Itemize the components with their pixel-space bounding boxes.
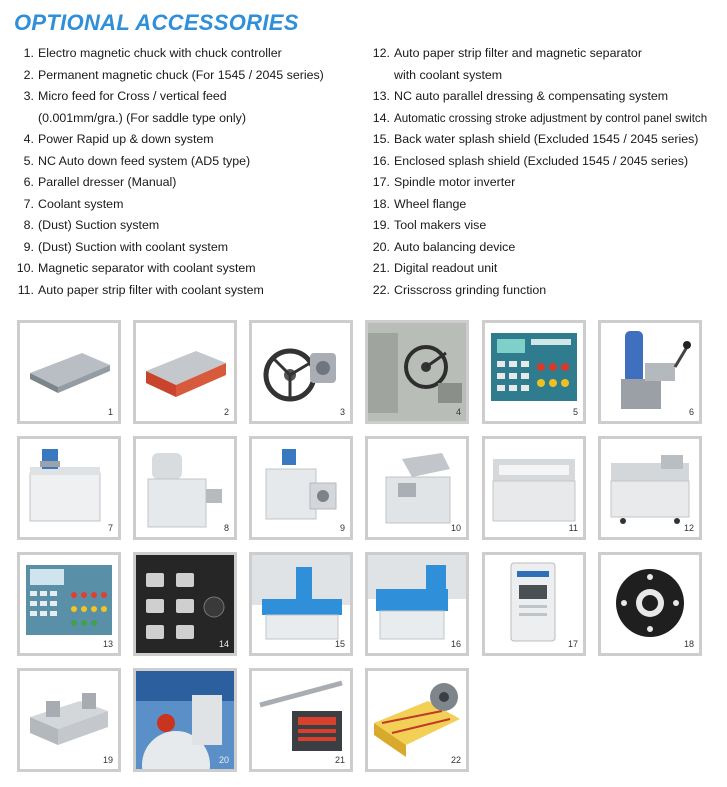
item-text: Magnetic separator with coolant system: [38, 261, 256, 275]
list-item: [14, 237, 359, 259]
item-number: 18.: [372, 196, 390, 211]
list-item: [14, 172, 359, 194]
item-number: 20.: [372, 239, 390, 254]
photo-number: 12: [683, 523, 694, 533]
item-text: (0.001mm/gra.) (For saddle type only): [38, 110, 246, 125]
item-number: 10.: [16, 261, 34, 275]
list-item: [14, 258, 359, 280]
item-number: 21.: [372, 261, 390, 275]
electro-chuck-image: [20, 323, 118, 421]
item-text: Coolant system: [38, 196, 124, 211]
accessory-photo-2: [133, 320, 237, 424]
item-number: 4.: [23, 132, 34, 146]
list-item: [370, 108, 725, 130]
photo-number: 19: [102, 755, 113, 765]
accessory-photo-22: [365, 668, 469, 772]
item-number: 22.: [372, 282, 390, 297]
item-text: with coolant system: [394, 67, 503, 82]
accessory-photo-15: [249, 552, 353, 656]
list-item: [14, 86, 359, 108]
photo-number: 6: [688, 407, 694, 417]
list-item: [14, 280, 359, 302]
list-item: [370, 215, 725, 237]
item-number: 17.: [372, 175, 390, 189]
accessory-photo-18: [598, 552, 702, 656]
list-item: [370, 65, 725, 87]
item-text: Digital readout unit: [394, 261, 498, 275]
list-item: [370, 258, 725, 280]
item-number: 16.: [372, 153, 390, 168]
list-item: [14, 129, 359, 151]
list-item: [370, 129, 725, 151]
accessory-photo-3: [249, 320, 353, 424]
item-text: NC auto parallel dressing & compensating system: [394, 89, 669, 103]
list-item: [14, 151, 359, 173]
photo-number: 20: [218, 755, 229, 765]
accessory-list-left: [14, 43, 359, 301]
accessory-photo-8: [133, 436, 237, 540]
item-number: 11.: [17, 282, 34, 297]
item-number: 14.: [372, 110, 390, 125]
list-item: [370, 237, 725, 259]
photo-number: 21: [334, 755, 345, 765]
item-text: Parallel dresser (Manual): [38, 175, 177, 189]
photo-number: 17: [567, 639, 578, 649]
photo-number: 11: [568, 523, 578, 533]
accessory-list-right: [370, 43, 725, 301]
accessory-photo-1: [17, 320, 121, 424]
item-number: 7.: [23, 196, 34, 211]
item-text: Permanent magnetic chuck (For 1545 / 2045 series): [38, 67, 324, 82]
item-text: Auto paper strip filter and magnetic separator: [394, 46, 642, 60]
photo-number: 8: [223, 523, 229, 533]
dust-suction-image: [136, 439, 234, 537]
item-text: Power Rapid up & down system: [38, 132, 214, 146]
item-text: Enclosed splash shield (Excluded 1545 / 2045 series): [394, 153, 689, 168]
item-number: 1.: [23, 46, 34, 60]
item-text: Crisscross grinding function: [394, 282, 547, 297]
list-item: [14, 194, 359, 216]
item-text: Spindle motor inverter: [394, 175, 516, 189]
list-item: [14, 65, 359, 87]
suction-coolant-image: [252, 439, 350, 537]
photo-number: 7: [107, 523, 113, 533]
photo-number: 18: [683, 639, 694, 649]
item-number: 15.: [372, 132, 390, 146]
item-number: 19.: [372, 218, 390, 232]
photo-number: 15: [334, 639, 345, 649]
item-number: 8.: [23, 218, 34, 232]
photo-number: 3: [339, 407, 345, 417]
parallel-dresser-image: [601, 323, 699, 421]
coolant-system-image: [20, 439, 118, 537]
accessory-photo-7: [17, 436, 121, 540]
item-text: NC Auto down feed system (AD5 type): [38, 153, 251, 168]
accessory-photo-4: [365, 320, 469, 424]
accessory-photo-17: [482, 552, 586, 656]
photo-number: 2: [223, 407, 229, 417]
item-number: 9.: [23, 239, 34, 254]
photo-number: 22: [450, 755, 461, 765]
item-number: 2.: [23, 67, 34, 82]
list-item: [370, 280, 725, 302]
micro-feed-wheel-image: [252, 323, 350, 421]
accessory-photo-9: [249, 436, 353, 540]
accessory-photo-11: [482, 436, 586, 540]
item-number: 6.: [23, 175, 34, 189]
item-text: Micro feed for Cross / vertical feed: [38, 89, 227, 103]
photo-number: 13: [102, 639, 113, 649]
item-text: Wheel flange: [394, 196, 467, 211]
accessory-photo-12: [598, 436, 702, 540]
accessory-photo-19: [17, 668, 121, 772]
list-item: [14, 215, 359, 237]
list-item: [370, 151, 725, 173]
item-number: 13.: [372, 89, 390, 103]
list-item: [370, 43, 725, 65]
item-text: Tool makers vise: [394, 218, 487, 232]
accessory-photo-6: [598, 320, 702, 424]
photo-number: 10: [450, 523, 461, 533]
list-item: [370, 194, 725, 216]
accessory-photo-14: [133, 552, 237, 656]
item-text: Electro magnetic chuck with chuck controller: [38, 46, 282, 60]
list-item: [370, 86, 725, 108]
item-number: 5.: [23, 153, 34, 168]
photo-number: 14: [218, 639, 229, 649]
item-text: Automatic crossing stroke adjustment by control panel switch: [394, 111, 708, 125]
accessory-photo-16: [365, 552, 469, 656]
photo-number: 4: [455, 407, 461, 417]
power-rapid-image: [368, 323, 466, 421]
item-text: Back water splash shield (Excluded 1545 / 2045 series): [394, 132, 699, 146]
item-number: 12.: [372, 46, 390, 60]
item-number: 3.: [23, 89, 34, 103]
photo-number: 1: [107, 407, 113, 417]
permanent-chuck-image: [136, 323, 234, 421]
list-item: [14, 108, 359, 130]
list-item: [14, 43, 359, 65]
accessory-photo-10: [365, 436, 469, 540]
item-text: (Dust) Suction system: [38, 218, 160, 232]
photo-number: 9: [339, 523, 345, 533]
accessory-photo-21: [249, 668, 353, 772]
item-text: Auto paper strip filter with coolant system: [38, 282, 264, 297]
list-item: [370, 172, 725, 194]
photo-number: 16: [450, 639, 461, 649]
nc-control-panel-image: [485, 323, 583, 421]
page-title: OPTIONAL ACCESSORIES: [14, 10, 299, 35]
accessory-photo-20: [133, 668, 237, 772]
item-text: Auto balancing device: [394, 239, 516, 254]
item-text: (Dust) Suction with coolant system: [38, 239, 229, 254]
accessory-photo-13: [17, 552, 121, 656]
photo-number: 5: [572, 407, 578, 417]
accessory-photo-5: [482, 320, 586, 424]
